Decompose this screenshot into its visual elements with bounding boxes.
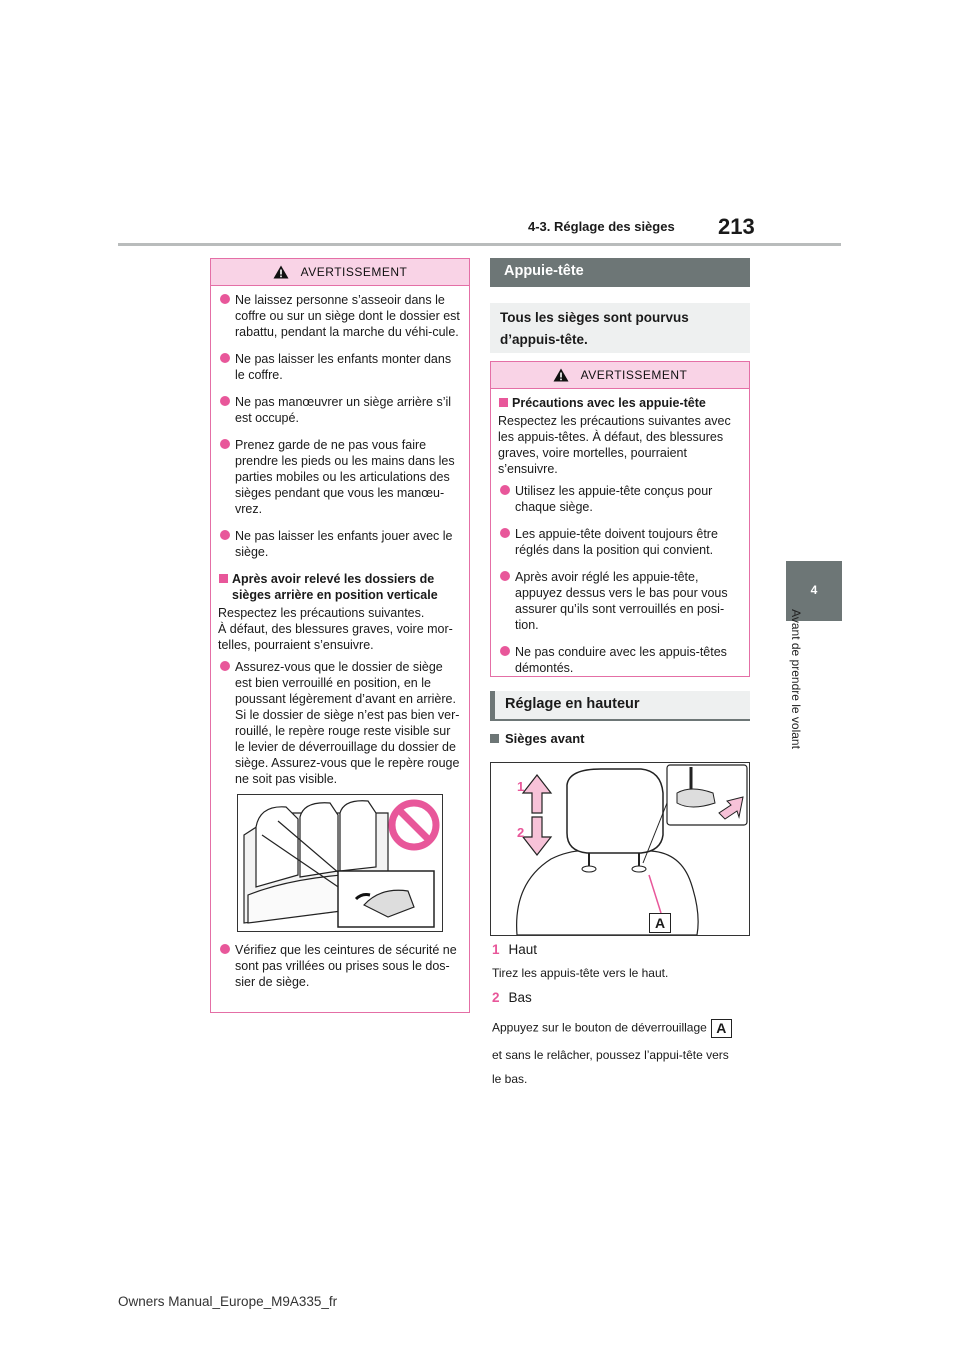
- bullet-dot-icon: [500, 528, 510, 538]
- bullet-dot-icon: [220, 294, 230, 304]
- warning-box-right: [490, 361, 750, 677]
- bullet-item: Assurez-vous que le dossier de siège est bien verrouillé en position, en le poussant légèrement d’avant en arrière. Si le dossier de siège n’est pas bien ver-rouillé, le repère rouge reste visible sur le levier de déverrouillage du dossier de siège. Assurez-vous que le repère rouge ne soit pas visible.: [218, 659, 462, 787]
- rear-seat-illustration: [237, 794, 443, 932]
- bullet-dot-icon: [220, 396, 230, 406]
- subsection-heading: Réglage en hauteur: [490, 691, 750, 721]
- bullet-dot-icon: [220, 530, 230, 540]
- bullet-dot-icon: [220, 944, 230, 954]
- bullet-item: Vérifiez que les ceintures de sécurité ne sont pas vrillées ou prises sous le dos-sier de siège.: [218, 942, 462, 990]
- page-number: 213: [718, 214, 755, 239]
- warning-box-left: [210, 258, 470, 1013]
- headrest-illustration: [490, 762, 750, 936]
- section-title: 4-3. Réglage des sièges: [528, 219, 675, 234]
- warning-heading: AVERTISSEMENT: [300, 265, 408, 279]
- bullet-item: Les appuie-tête doivent toujours être réglés dans la position qui convient.: [498, 526, 742, 558]
- step-1-description: Tirez les appuis-tête vers le haut.: [492, 966, 669, 980]
- document-footer: Owners Manual_Europe_M9A335_fr: [118, 1294, 338, 1309]
- bullet-item: Prenez garde de ne pas vous faire prendre les pieds ou les mains dans les parties mobiles ou les articulations des sièges pendant que vous les manœu-vrez.: [218, 437, 462, 517]
- warning-intro: Respectez les précautions suivantes. À défaut, des blessures graves, voire mor-telles, pourraient s’ensuivre.: [218, 606, 453, 652]
- bullet-item: Ne pas manœuvrer un siège arrière s’il est occupé.: [218, 394, 462, 426]
- bullet-dot-icon: [500, 571, 510, 581]
- bullet-item: Après avoir réglé les appuie-tête, appuyez dessus vers le bas pour vous assurer qu’ils sont verrouillés en posi-tion.: [498, 569, 742, 633]
- chapter-title: Avant de prendre le volant: [789, 609, 803, 749]
- step-2: 2 Bas: [492, 990, 532, 1005]
- warning-subheading: Après avoir relevé les dossiers de sièges arrière en position verticale: [218, 571, 462, 603]
- chapter-number: 4: [810, 583, 818, 597]
- square-bullet-icon: [499, 398, 508, 407]
- figure-label-a: A: [649, 913, 671, 933]
- warning-intro: Respectez les précautions suivantes avec les appuis-têtes. À défaut, des blessures graves, voire mortelles, pourraient s’ensuivre.: [498, 414, 731, 476]
- bullet-dot-icon: [220, 439, 230, 449]
- bullet-item: Ne laissez personne s’asseoir dans le coffre ou sur un siège dont le dossier est rabattu, pendant la marche du véhi-cule.: [218, 292, 462, 340]
- bullet-dot-icon: [220, 353, 230, 363]
- step-2-description-line2: et sans le relâcher, poussez l’appui-tête vers: [492, 1048, 729, 1062]
- warning-header: [491, 362, 749, 389]
- square-bullet-icon: [490, 734, 499, 743]
- bullet-item: Utilisez les appuie-tête conçus pour chaque siège.: [498, 483, 742, 515]
- button-a-label: A: [711, 1019, 732, 1038]
- step-2-description-line1: Appuyez sur le bouton de déverrouillage A: [492, 1019, 732, 1038]
- warning-header: [211, 259, 469, 286]
- bullet-item: Ne pas laisser les enfants monter dans le coffre.: [218, 351, 462, 383]
- warning-triangle-icon: [273, 265, 289, 279]
- header-rule: [118, 243, 841, 246]
- square-bullet-icon: [219, 574, 228, 583]
- intro-box: Tous les sièges sont pourvus d’appuis-tête.: [490, 303, 750, 353]
- figure-label-2: 2: [517, 825, 525, 840]
- bullet-dot-icon: [500, 485, 510, 495]
- warning-heading: AVERTISSEMENT: [580, 368, 688, 382]
- step-1: 1 Haut: [492, 942, 538, 957]
- warning-subheading: Précautions avec les appuie-tête: [498, 395, 742, 411]
- warning-triangle-icon: [553, 368, 569, 382]
- figure-label-1: 1: [517, 779, 525, 794]
- bullet-dot-icon: [220, 661, 230, 671]
- front-seats-heading: Sièges avant: [490, 731, 585, 746]
- bullet-dot-icon: [500, 646, 510, 656]
- step-2-description-line3: le bas.: [492, 1072, 528, 1086]
- bullet-item: Ne pas laisser les enfants jouer avec le siège.: [218, 528, 462, 560]
- bullet-item: Ne pas conduire avec les appuis-têtes démontés.: [498, 644, 742, 676]
- section-band-title: Appuie-tête: [490, 258, 750, 287]
